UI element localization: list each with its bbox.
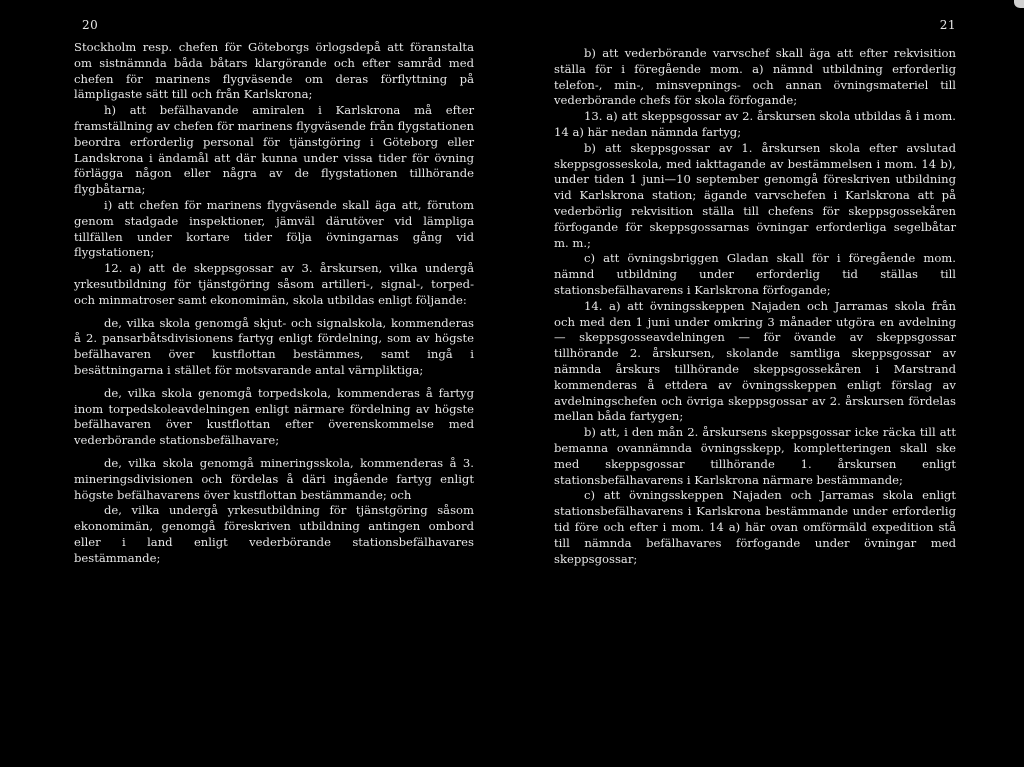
paragraph: 13. a) att skeppsgossar av 2. årskursen skola utbildas å i mom. 14 a) här nedan nämnda fartyg; [554, 109, 956, 139]
right-text-column [554, 46, 956, 567]
paragraph: b) att skeppsgossar av 1. årskursen skola efter avslutad skeppsgosseskola, med iakttagande av bestämmelsen i mom. 14 b), under tiden 1 juni—10 september genomgå föreskriven utbildning vid Karlskrona station; ägande varvschefen i Karlskrona att på vederbörlig rekvisition ställa till chefens för skeppsgossekåren förfogande för skeppsgossarnas övningar erforderliga segelbåtar m. m.; [554, 140, 956, 250]
page-number-right: 21 [939, 18, 956, 32]
paragraph: b) att, i den mån 2. årskursens skeppsgossar icke räcka till att bemanna ovannämnda övningsskepp, kompletteringen skall ske med skeppsgossar tillhörande 1. årskursen enligt stationsbefälhavarens i Karlskrona närmare bestämmande; [554, 425, 956, 487]
paragraph: b) att vederbörande varvschef skall äga att efter rekvisition ställa för i föregående mom. a) nämnd utbildning erforderlig telefon-, min-, minsvepnings- och annan övningsmateriel till vederbörande chefs för skola förfogande; [554, 46, 956, 108]
paragraph: 12. a) att de skeppsgossar av 3. årskursen, vilka undergå yrkesutbildning för tjänstgöring såsom artilleri-, signal-, torped- och minmatroser samt ekonomimän, skola utbildas enligt följande: [74, 261, 474, 307]
left-text-column [74, 40, 474, 567]
paragraph: c) att övningsbriggen Gladan skall för i föregående mom. nämnd utbildning under erforderlig tid ställas till stationsbefälhavarens i Karlskrona förfogande; [554, 251, 956, 297]
paragraph: de, vilka skola genomgå skjut- och signalskola, kommenderas å 2. pansarbåtsdivisionens fartyg enligt fördelning, som av högste befälhavaren över kustflottan bestämmes, samt ingå i besättningarna i stället för motsvarande antal värnpliktiga; [74, 315, 474, 377]
paragraph: c) att övningsskeppen Najaden och Jarramas skola enligt stationsbefälhavarens i Karlskrona bestämmande under erforderlig tid före och efter i mom. 14 a) här ovan omförmäld expedition stå till nämnda befälhavares förfogande under övningar med skeppsgossar; [554, 488, 956, 566]
paragraph: i) att chefen för marinens flygväsende skall äga att, förutom genom stadgade inspektioner, jämväl därutöver vid lämpliga tillfällen under kortare tider följa övningarnas gång vid flygstationen; [74, 197, 474, 260]
paragraph: de, vilka undergå yrkesutbildning för tjänstgöring såsom ekonomimän, genomgå föreskriven utbildning antingen ombord eller i land enligt vederbörande stationsbefälhavares bestämmande; [74, 503, 474, 565]
right-page [512, 0, 1024, 767]
paragraph: 14. a) att övningsskeppen Najaden och Jarramas skola från och med den 1 juni under omkring 3 månader utgöra en avdelning — skeppsgosseavdelningen — för övande av skeppsgossar tillhörande 2. årskursen, skolande samtliga skeppsgossar av nämnda årskurs tillhörande skeppsgossekåren i Marstrand kommenderas å ettdera av övningsskeppen enligt förslag av avdelningschefen och övriga skeppsgossar av 2. årskursen fördelas mellan båda fartygen; [554, 298, 956, 424]
paragraph: Stockholm resp. chefen för Göteborgs örlogsdepå att föranstalta om sistnämnda båda båtars klargörande och efter samråd med chefen för marinens flygväsende om deras förflyttning på lämpligaste sätt till och från Karlskrona; [74, 40, 474, 102]
page-number-left: 20 [82, 18, 99, 32]
paragraph: de, vilka skola genomgå torpedskola, kommenderas å fartyg inom torpedskoleavdelningen enligt närmare fördelning av högste befälhavaren över kustflottan efter överenskommelse med vederbörande stationsbefälhavare; [74, 385, 474, 448]
paragraph: h) att befälhavande amiralen i Karlskrona må efter framställning av chefen för marinens flygväsende från flygstationen beordra erforderlig personal för tjänstgöring i Göteborg eller Landskrona i ändamål att där kunna under vissa tider för övning förlägga någon eller några av de flygstationen tillhörande flygbåtarna; [74, 103, 474, 197]
paragraph: de, vilka skola genomgå mineringsskola, kommenderas å 3. mineringsdivisionen och fördelas å däri ingående fartyg enligt högste befälhavarens över kustflottan bestämmande; och [74, 455, 474, 502]
